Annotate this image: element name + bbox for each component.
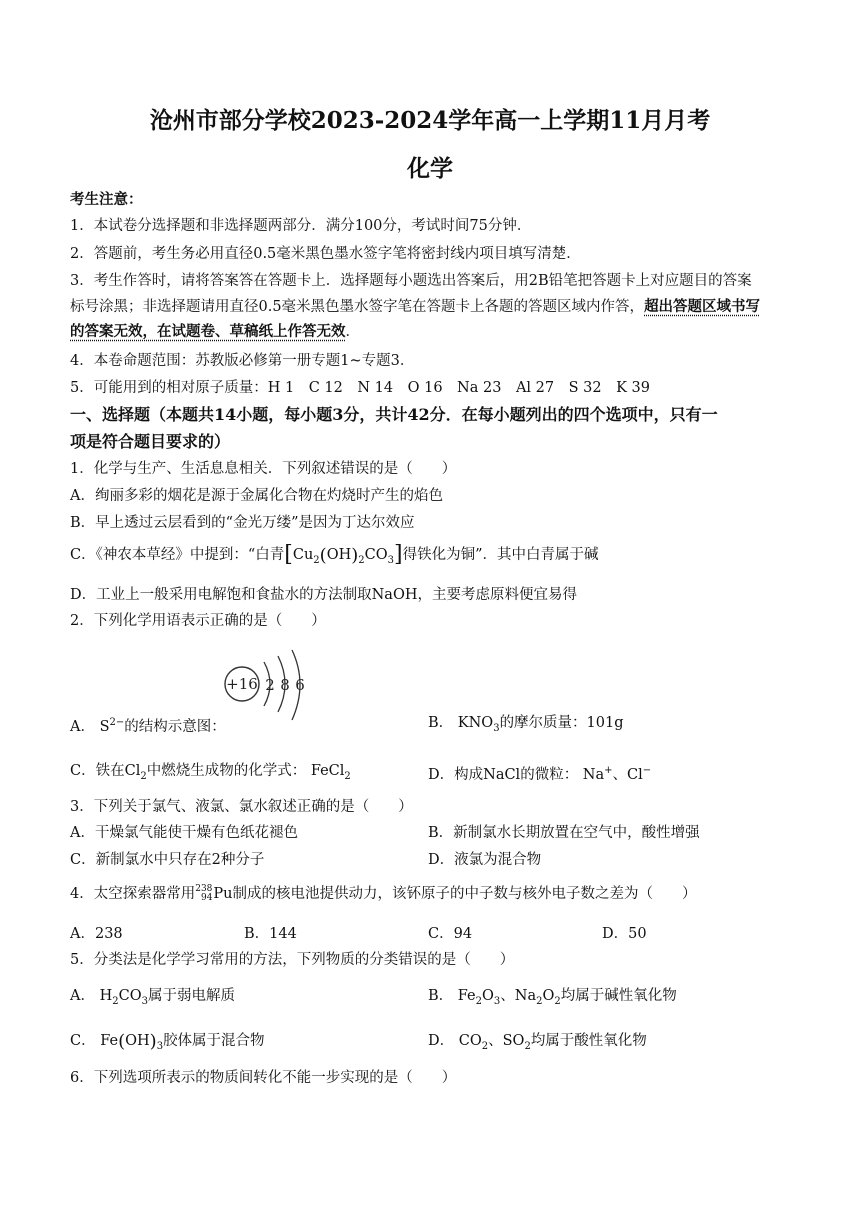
sulfur-ion-structure-diagram <box>222 646 322 728</box>
q5-option-c: C． $Fe(OH)_3$胶体属于混合物 <box>70 1031 265 1052</box>
q3-stem: 3．下列关于氯气、液氯、氯水叙述正确的是（ ） <box>70 799 413 815</box>
exam-subject: 化学 <box>407 155 453 182</box>
q2-option-c: C．铁在$Cl_2$中燃烧生成物的化学式： FeCl$_2$ <box>70 763 351 782</box>
exam-title: 沧州市部分学校2023-2024学年高一上学期11月月考 <box>149 107 711 134</box>
q4-option-c: C．94 <box>428 926 473 942</box>
q1-option-c: C．《神农本草经》中提到：“白青$[Cu_2(OH)_2CO_3]$得铁化为铜”．其中白青属于碱 <box>70 542 599 567</box>
notice-item-3c: 的答案无效，在试题卷、草稿纸上作答无效． <box>70 323 360 340</box>
notice-item-5: 5．可能用到的相对原子质量：H 1 C 12 N 14 O 16 Na 23 Al 27 S 32 K 39 <box>70 380 650 396</box>
shell-3-count: 6 <box>295 676 305 694</box>
q5-option-b: B． $Fe_2O_3$、$Na_2O_2$均属于碱性氧化物 <box>428 988 677 1007</box>
q1-option-b: B．早上透过云层看到的“金光万缕”是因为丁达尔效应 <box>70 515 415 531</box>
q5-option-d: D． $CO_2$、$SO_2$均属于酸性氧化物 <box>428 1033 647 1052</box>
nucleus-label: +16 <box>226 675 258 693</box>
q4-option-d: D．50 <box>602 926 647 942</box>
q2-option-b: B． $KNO_3$的摩尔质量：101g <box>428 715 624 734</box>
notice-item-3a: 3．考生作答时，请将答案答在答题卡上．选择题每小题选出答案后，用2B铅笔把答题卡上对应题目的答案 <box>70 273 752 289</box>
notice-item-4: 4．本卷命题范围：苏教版必修第一册专题1~专题3． <box>70 353 415 369</box>
nuclide-numbers: 238 94 <box>195 884 213 903</box>
q1-option-a: A．绚丽多彩的烟花是源于金属化合物在灼烧时产生的焰色 <box>70 488 443 504</box>
q1-option-d: D．工业上一般采用电解饱和食盐水的方法制取NaOH，主要考虑原料便宜易得 <box>70 587 577 603</box>
q5-option-a: A． $H_2CO_3$属于弱电解质 <box>70 988 235 1007</box>
notice-heading: 考生注意： <box>70 191 143 208</box>
section-heading-line1: 一、选择题（本题共14小题，每小题3分，共计42分．在每小题列出的四个选项中，只有一 <box>70 405 718 424</box>
q3-option-b: B．新制氯水长期放置在空气中，酸性增强 <box>428 825 700 841</box>
q4-stem: 4．太空探索器常用 238 94 Pu制成的核电池提供动力，该钚原子的中子数与核外电子数之差为（ ） <box>70 884 697 903</box>
shell-2-count: 8 <box>280 676 290 694</box>
q1-stem: 1．化学与生产、生活息息相关．下列叙述错误的是（ ） <box>70 461 457 477</box>
section-heading-line2: 项是符合题目要求的） <box>70 432 231 451</box>
q4-option-b: B．144 <box>244 926 297 942</box>
q5-stem: 5．分类法是化学学习常用的方法，下列物质的分类错误的是（ ） <box>70 952 515 968</box>
q2-stem: 2．下列化学用语表示正确的是（ ） <box>70 613 326 629</box>
q2-option-a: A． $S^{2-}$的结构示意图： <box>70 717 226 735</box>
notice-item-1: 1．本试卷分选择题和非选择题两部分．满分100分，考试时间75分钟． <box>70 218 532 234</box>
q4-option-a: A．238 <box>70 926 123 942</box>
q3-option-c: C．新制氯水中只存在2种分子 <box>70 852 265 868</box>
notice-item-3b: 标号涂黑；非选择题请用直径0.5毫米黑色墨水签字笔在答题卡上各题的答题区域内作答，超出答题区域书写 <box>70 298 761 315</box>
q2-option-d: D．构成NaCl的微粒： Na+、Cl− <box>428 765 652 783</box>
shell-1-count: 2 <box>265 676 275 694</box>
q3-option-a: A．干燥氯气能使干燥有色纸花褪色 <box>70 825 298 841</box>
q6-stem: 6．下列选项所表示的物质间转化不能一步实现的是（ ） <box>70 1070 457 1086</box>
q3-option-d: D．液氯为混合物 <box>428 852 542 868</box>
notice-item-2: 2．答题前，考生务必用直径0.5毫米黑色墨水签字笔将密封线内项目填写清楚． <box>70 246 581 262</box>
